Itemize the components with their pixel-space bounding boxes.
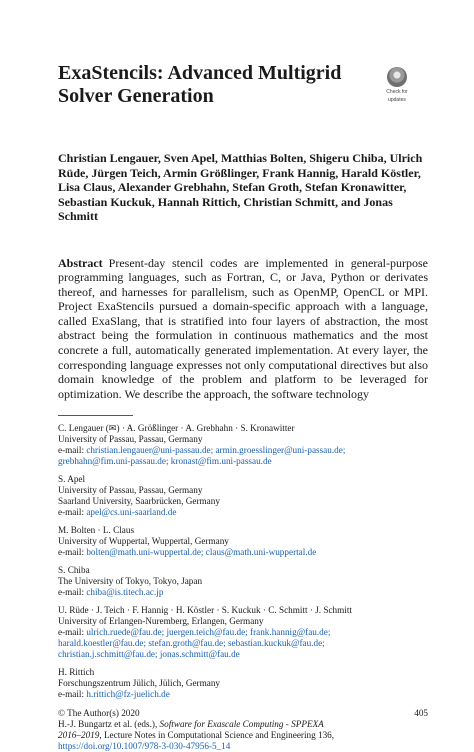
- series-info: , Lecture Notes in Computational Science and Engineering 136,: [99, 730, 335, 741]
- doi-link[interactable]: https://doi.org/10.1007/978-3-030-47956-5_14: [58, 741, 231, 752]
- affiliation-names: S. Apel: [58, 474, 86, 485]
- copyright-line: © The Author(s) 2020: [58, 708, 140, 719]
- affiliation-institution: University of Erlangen-Nuremberg, Erlangen, Germany: [58, 616, 264, 627]
- email-label: e-mail:: [58, 507, 85, 518]
- editors: H.-J. Bungartz et al. (eds.),: [58, 719, 158, 730]
- affiliation-institution: University of Wuppertal, Wuppertal, Germany: [58, 536, 229, 547]
- email-link[interactable]: grebhahn@fim.uni-passau.de; kronast@fim.uni-passau.de: [58, 456, 272, 467]
- abstract-label: Abstract: [58, 255, 103, 270]
- page-number: 405: [414, 708, 428, 719]
- email-label: e-mail:: [58, 689, 85, 700]
- email-label: e-mail:: [58, 547, 85, 558]
- affiliation-block: [58, 605, 428, 660]
- email-label: e-mail:: [58, 627, 85, 638]
- publication-footer: [58, 708, 428, 752]
- book-title: Software for Exascale Computing - SPPEXA: [159, 719, 324, 730]
- affiliation-institution: Saarland University, Saarbrücken, Germany: [58, 496, 220, 507]
- update-icon: [387, 67, 407, 87]
- abstract-text: Present-day stencil codes are implemented in general-purpose programming languages, such as Fortran, C, or Java, Python or derivates thereof, and harnesses for parallelism, such as OpenMP, OpenCL or MPI. Project ExaStencils pursued a domain-specific approach with a language, called ExaSlang, that is stratified into four layers of abstraction, the most abstract being the formulation in continuous mathematics and the most concrete a full, automatically generated implementation. At every layer, the corresponding language expresses not only computational directives but also domain knowledge of the problem and platform to be leveraged for optimization. We describe the approach, the software technology: [58, 255, 428, 401]
- email-label: e-mail:: [58, 587, 85, 598]
- paper-page: [58, 62, 428, 752]
- affiliation-block: [58, 565, 428, 598]
- email-link[interactable]: apel@cs.uni-saarland.de: [86, 507, 177, 518]
- affiliation-block: [58, 474, 428, 518]
- affiliation-names: S. Chiba: [58, 565, 90, 576]
- affiliation-names: H. Rittich: [58, 667, 95, 678]
- book-years: 2016–2019: [58, 730, 100, 741]
- affiliation-block: [58, 423, 428, 467]
- email-link[interactable]: christian.j.schmitt@fau.de; jonas.schmitt@fau.de: [58, 649, 240, 660]
- badge-label-line2: updates: [388, 97, 406, 103]
- paper-title: ExaStencils: Advanced Multigrid Solver Generation: [58, 62, 342, 107]
- affiliation-names: C. Lengauer (✉) · A. Größlinger · A. Grebhahn · S. Kronawitter: [58, 423, 295, 434]
- email-label: e-mail:: [58, 445, 85, 456]
- badge-label-line1: Check for: [386, 89, 408, 95]
- affiliation-block: [58, 667, 428, 700]
- abstract: [58, 256, 428, 402]
- author-list: Christian Lengauer, Sven Apel, Matthias Bolten, Shigeru Chiba, Ulrich Rüde, Jürgen Teich, Armin Größlinger, Frank Hannig, Harald Köstler, Lisa Claus, Alexander Grebhahn, Stefan Groth, Stefan Kronawitter, Sebastian Kuckuk, Hannah Rittich, Christian Schmitt, and Jonas Schmitt: [58, 151, 423, 223]
- check-for-updates-badge[interactable]: [378, 67, 416, 105]
- affiliation-institution: Forschungszentrum Jülich, Jülich, Germany: [58, 678, 221, 689]
- email-link[interactable]: christian.lengauer@uni-passau.de; armin.groesslinger@uni-passau.de;: [86, 445, 346, 456]
- affiliation-institution: University of Passau, Passau, Germany: [58, 485, 203, 496]
- affiliation-institution: The University of Tokyo, Tokyo, Japan: [58, 576, 203, 587]
- affiliation-names: U. Rüde · J. Teich · F. Hannig · H. Köstler · S. Kuckuk · C. Schmitt · J. Schmitt: [58, 605, 352, 616]
- email-link[interactable]: bolten@math.uni-wuppertal.de; claus@math.uni-wuppertal.de: [86, 547, 317, 558]
- affiliations: [58, 423, 428, 700]
- email-link[interactable]: h.rittich@fz-juelich.de: [86, 689, 170, 700]
- affiliation-names: M. Bolten · L. Claus: [58, 525, 135, 536]
- email-link[interactable]: ulrich.ruede@fau.de; juergen.teich@fau.de; frank.hannig@fau.de;: [86, 627, 331, 638]
- affiliation-institution: University of Passau, Passau, Germany: [58, 434, 203, 445]
- email-link[interactable]: harald.koestler@fau.de; stefan.groth@fau.de; sebastian.kuckuk@fau.de;: [58, 638, 325, 649]
- footnote-separator: [58, 415, 133, 416]
- affiliation-block: [58, 525, 428, 558]
- email-link[interactable]: chiba@is.titech.ac.jp: [86, 587, 164, 598]
